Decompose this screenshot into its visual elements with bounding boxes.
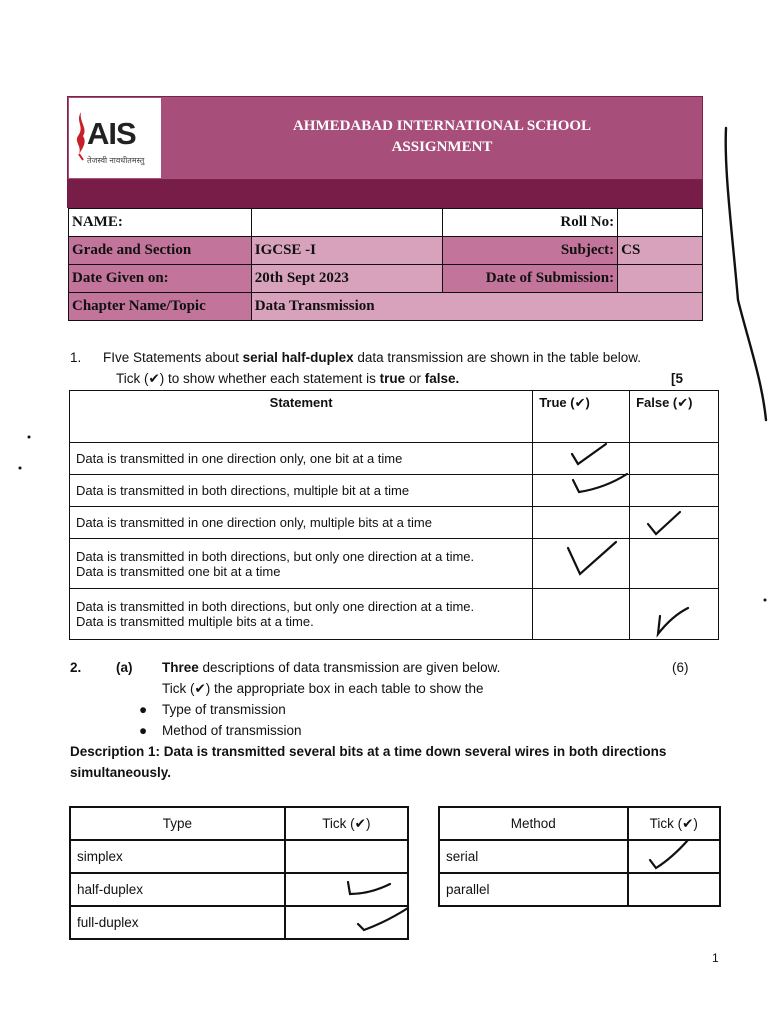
statement-row-4-line1: Data is transmitted in both directions, but only one direction at a time. (76, 548, 475, 564)
q1-line1-bold: serial half-duplex (242, 350, 354, 365)
statement-row-2: Data is transmitted in both directions, multiple bit at a time (70, 475, 533, 507)
statement-header: Statement (70, 391, 533, 443)
subject-value: CS (618, 237, 703, 265)
q1-line1-c: data transmission are shown in the table below. (353, 350, 642, 365)
logo-text: AIS (87, 116, 136, 151)
q2-line1 (162, 660, 500, 675)
roll-label: Roll No: (443, 209, 618, 237)
q1-line1-a: FIve Statements about (103, 350, 243, 365)
bullet-icon: ● (139, 702, 148, 717)
method-row-serial: serial (439, 840, 628, 873)
date-given-label: Date Given on: (69, 265, 252, 293)
chapter-label: Chapter Name/Topic (69, 293, 252, 321)
type-row-half-duplex: half-duplex (70, 873, 285, 906)
type-row-full-duplex: full-duplex (70, 906, 285, 939)
q2-part: (a) (116, 660, 133, 675)
q2-line1-bold: Three (162, 660, 199, 675)
method-tick-header: Tick (✔) (628, 807, 720, 840)
handwritten-tick-icon (340, 876, 396, 900)
logo-motto: तेजस्वी नावधीतमस्तु (87, 156, 145, 165)
statement-row-3: Data is transmitted in one direction only, multiple bits at a time (70, 507, 533, 539)
statement-row-4-line2: Data is transmitted one bit at a time (76, 563, 281, 579)
name-label: NAME: (69, 209, 252, 237)
statement-row-5-line2: Data is transmitted multiple bits at a time. (76, 614, 314, 629)
chapter-value: Data Transmission (251, 293, 702, 321)
method-row-parallel: parallel (439, 873, 628, 906)
description-1-line1: Description 1: Data is transmitted several bits at a time down several wires in both directions (70, 744, 667, 759)
document-type: ASSIGNMENT (391, 139, 493, 155)
handwritten-tick-icon (644, 838, 694, 872)
q1-number: 1. (70, 350, 82, 365)
q1-line2-a: Tick (✔) to show whether each statement is (116, 371, 380, 386)
method-header: Method (439, 807, 628, 840)
type-row-simplex: simplex (70, 840, 285, 873)
q1-line2-or: or (405, 371, 425, 386)
grade-label: Grade and Section (69, 237, 252, 265)
statement-row-1: Data is transmitted in one direction only, one bit at a time (70, 443, 533, 475)
q2-line1-rest: descriptions of data transmission are given below. (198, 660, 501, 675)
page-number: 1 (712, 951, 719, 965)
submission-label: Date of Submission: (443, 265, 618, 293)
false-header: False (✔) (630, 391, 719, 443)
true-header: True (✔) (533, 391, 630, 443)
q1-line2-false: false. (424, 371, 460, 386)
method-tick-cell-2[interactable] (628, 873, 720, 906)
q2-number: 2. (70, 660, 82, 675)
subject-label: Subject: (443, 237, 618, 265)
school-name: AHMEDABAD INTERNATIONAL SCHOOL (292, 118, 592, 134)
bullet-icon: ● (139, 723, 148, 738)
type-header: Type (70, 807, 285, 840)
statement-row-5-line1: Data is transmitted in both directions, but only one direction at a time. (76, 599, 475, 614)
description-1-line2: simultaneously. (70, 765, 172, 780)
type-tick-cell-1[interactable] (285, 840, 408, 873)
q2-marks: (6) (672, 660, 689, 675)
grade-value: IGCSE -I (251, 237, 443, 265)
q1-line2-true: true (379, 371, 406, 386)
date-given-value: 20th Sept 2023 (251, 265, 443, 293)
q2-bullet-type: Type of transmission (162, 702, 286, 717)
handwritten-tick-icon (352, 904, 412, 934)
q1-marks: [5 (671, 371, 684, 386)
q2-line2: Tick (✔) the appropriate box in each table to show the (162, 681, 484, 696)
q2-bullet-method: Method of transmission (162, 723, 302, 738)
type-tick-header: Tick (✔) (285, 807, 408, 840)
